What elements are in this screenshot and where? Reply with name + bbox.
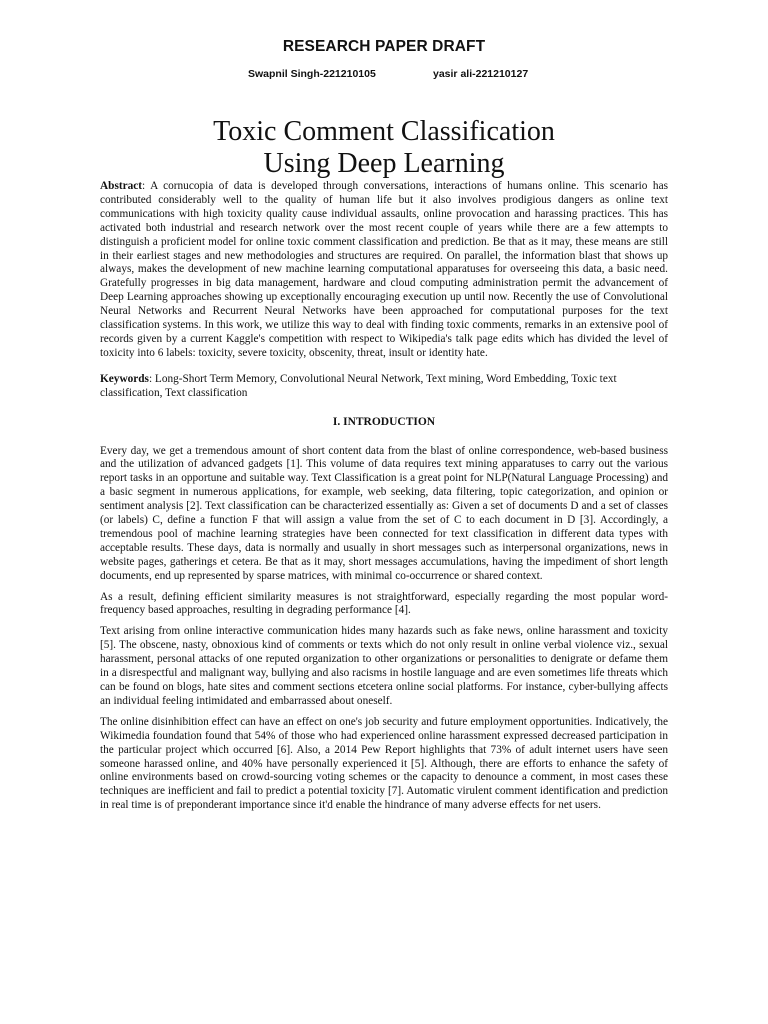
intro-paragraph-4: The online disinhibition effect can have an effect on one's job security and future employment opportunities. Indicatively, the Wikimedia foundation found that 54% of those who had experienced online harassment expressed decreased participation in the particular project which occurred [6]. Also, a 2014 Pew Report highlights that 73% of adult internet users have seen someone harassed online, and 40% have personally experienced it [5]. Although, there are efforts to enhance the safety of online environments based on crowd-sourcing voting schemes or the capacity to denounce a comment, in most cases these techniques are inefficient and fail to predict a potential toxicity [7]. Automatic virulent comment identification and prediction in real time is of preponderant importance since it'd enable the hindrance of many adverse effects for net users. bbox=[100, 715, 668, 812]
intro-paragraph-2: As a result, defining efficient similarity measures is not straightforward, especially regarding the most popular word-frequency based approaches, resulting in degrading performance [4]. bbox=[100, 590, 668, 617]
author-1: Swapnil Singh-221210105 bbox=[248, 68, 376, 80]
abstract-paragraph bbox=[100, 180, 668, 361]
author-2: yasir ali-221210127 bbox=[433, 68, 529, 80]
paper-title-line-2: Using Deep Learning bbox=[263, 148, 505, 179]
paper-title-line-1: Toxic Comment Classification bbox=[213, 116, 555, 147]
paper-body bbox=[100, 180, 668, 820]
intro-paragraph-1: Every day, we get a tremendous amount of short content data from the blast of online correspondence, web-based business and the utilization of advanced gadgets [1]. This volume of data requires text mining apparatuses to carry out the various report tasks in an opportune and suitable way. Text Classification is a great point for NLP(Natural Language Processing) and a basic segment in numerous applications, for example, web seeking, data filtering, topic categorization, and opinion or sentiment analysis [2]. Text classification can be characterized essentially as: Given a set of documents D and a set of classes (or labels) C, define a function F that will assign a value from the set of C to each document in D [3]. Accordingly, a tremendous pool of machine learning strategies have been connected for text classification in different data types with acceptable results. These days, data is normally and usually in short messages such as interpersonal organizations, news in website pages, gatherings et cetera. Be that as it may, short messages accumulations, having the impediment of short length documents, end up represented by sparse matrices, with minimal co-occurrence or shared context. bbox=[100, 444, 668, 582]
draft-title: RESEARCH PAPER DRAFT bbox=[282, 38, 486, 55]
keywords-text: : Long-Short Term Memory, Convolutional Neural Network, Text mining, Word Embedding, Toxic text classification, Text classification bbox=[100, 372, 617, 399]
abstract-text: : A cornucopia of data is developed through conversations, interactions of humans online. This scenario has contributed considerably well to the quality of human life but it also involves prodigious dangers as online text communications with high toxicity quality cause individual assaults, online provocation and harassing practices. This has activated both industrial and research network over the most recent couple of years while there are a few attempts to distinguish a proficient model for online toxic comment classification and prediction. Be that as it may, these means are still in their earliest stages and new methodologies and structures are required. On parallel, the information blast that shows up always, makes the development of new machine learning computational apparatuses for overseeing this data, a basic need. Gratefully progresses in big data management, hardware and cloud computing administration permit the advancement of Deep Learning approaches showing up exceptionally encouraging execution up until now. Recently the use of Convolutional Neural Networks and Recurrent Neural Networks have been approached for computational purposes for the text classification systems. In this work, we utilize this way to deal with finding toxic comments, remarks in an extensive pool of records given by a current Kaggle's competition with respect to Wikipedia's talk page edits which has divided the level of toxicity into 6 labels: toxicity, severe toxicity, obscenity, threat, insult or identity hate. bbox=[100, 180, 668, 359]
keywords-paragraph bbox=[100, 373, 668, 401]
section-heading-introduction: I. INTRODUCTION bbox=[332, 415, 436, 428]
keywords-label: Keywords bbox=[100, 372, 149, 385]
abstract-label: Abstract bbox=[100, 180, 143, 192]
paper-title bbox=[0, 116, 768, 180]
intro-paragraph-3: Text arising from online interactive communication hides many hazards such as fake news, online harassment and toxicity [5]. The obscene, nasty, obnoxious kind of comments or texts which do not only result in online verbal violence viz., sexual harassment, personal attacks of one reputed organization to other organizations or personalities to denigrate or defame them in a disrespectful and malignant way, bullying and also racisms in hostile language and are even sometimes life threats which can be found on blogs, hate sites and comment sections etcetera online social platforms. For instance, cyber-bullying affects an individual feeling intimidated and embarrassed about oneself. bbox=[100, 625, 668, 707]
